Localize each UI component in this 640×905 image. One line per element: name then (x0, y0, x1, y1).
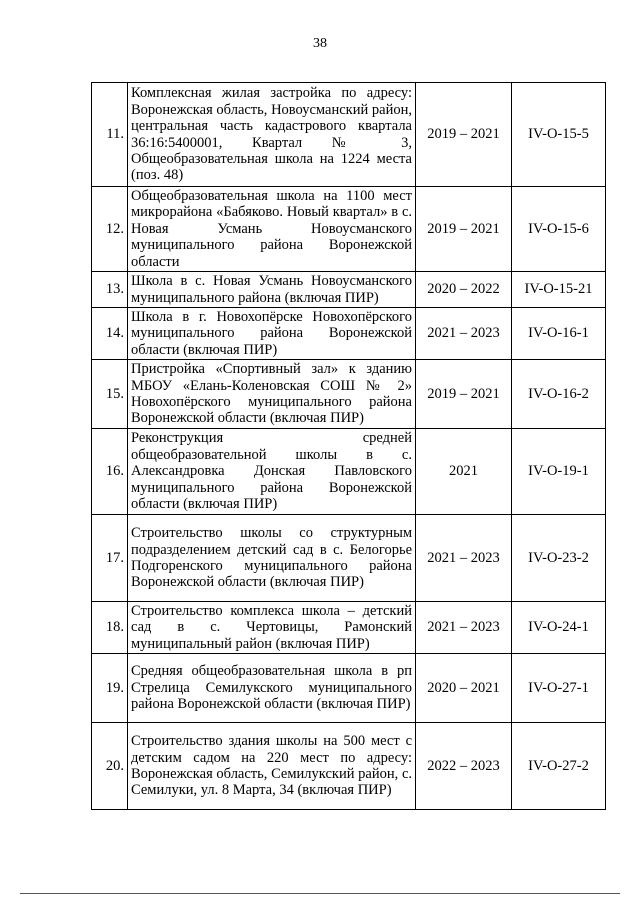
object-code: IV-О-15-5 (512, 83, 606, 187)
table-row (92, 360, 606, 429)
row-number: 15. (92, 360, 128, 429)
table-row (92, 723, 606, 810)
object-code: IV-О-27-2 (512, 723, 606, 810)
row-number: 14. (92, 308, 128, 360)
object-name: Строительство комплекса школа – детский сад в с. Чертовицы, Рамонский муниципальный район (включая ПИР) (128, 602, 416, 654)
implementation-period: 2020 – 2021 (416, 654, 512, 723)
object-code: IV-О-23-2 (512, 515, 606, 602)
table-row (92, 654, 606, 723)
object-code: IV-О-27-1 (512, 654, 606, 723)
table-row (92, 272, 606, 308)
row-number: 12. (92, 187, 128, 272)
object-name: Пристройка «Спортивный зал» к зданию МБОУ «Елань-Коленовская СОШ № 2» Новохопёрского муниципального района Воронежской области (включая ПИР) (128, 360, 416, 429)
object-code: IV-О-15-6 (512, 187, 606, 272)
table-row (92, 602, 606, 654)
implementation-period: 2021 – 2023 (416, 308, 512, 360)
object-code: IV-О-24-1 (512, 602, 606, 654)
object-name: Школа в г. Новохопёрске Новохопёрского муниципального района Воронежской области (включая ПИР) (128, 308, 416, 360)
row-number: 17. (92, 515, 128, 602)
object-code: IV-О-16-1 (512, 308, 606, 360)
row-number: 11. (92, 83, 128, 187)
object-name: Школа в с. Новая Усмань Новоусманского муниципального района (включая ПИР) (128, 272, 416, 308)
object-name: Общеобразовательная школа на 1100 мест микрорайона «Бабяково. Новый квартал» в с. Новая Усмань Новоусманского муниципального района Воронежской области (128, 187, 416, 272)
page-number: 38 (313, 36, 327, 51)
object-code: IV-О-15-21 (512, 272, 606, 308)
object-schedule-table (91, 82, 606, 810)
row-number: 13. (92, 272, 128, 308)
object-code: IV-О-16-2 (512, 360, 606, 429)
implementation-period: 2019 – 2021 (416, 187, 512, 272)
object-name: Строительство школы со структурным подразделением детский сад в с. Белогорье Подгоренского муниципального района Воронежской области (включая ПИР) (128, 515, 416, 602)
implementation-period: 2020 – 2022 (416, 272, 512, 308)
implementation-period: 2022 – 2023 (416, 723, 512, 810)
table-row (92, 83, 606, 187)
implementation-period: 2021 (416, 429, 512, 515)
object-name: Строительство здания школы на 500 мест с детским садом на 220 мест по адресу: Воронежская область, Семилукский район, с. Семилуки, ул. 8 Марта, 34 (включая ПИР) (128, 723, 416, 810)
implementation-period: 2019 – 2021 (416, 360, 512, 429)
object-name: Реконструкция средней общеобразовательной школы в с. Александровка Донская Павловского муниципального района Воронежской области (включая ПИР) (128, 429, 416, 515)
table-row (92, 187, 606, 272)
row-number: 20. (92, 723, 128, 810)
implementation-period: 2021 – 2023 (416, 602, 512, 654)
object-name: Комплексная жилая застройка по адресу: Воронежская область, Новоусманский район, центральная часть кадастрового квартала 36:16:5400001, Квартал № 3, Общеобразовательная школа на 1224 места (поз. 48) (128, 83, 416, 187)
table-row (92, 308, 606, 360)
implementation-period: 2019 – 2021 (416, 83, 512, 187)
table-row (92, 429, 606, 515)
row-number: 19. (92, 654, 128, 723)
footer-divider (20, 893, 620, 894)
object-name: Средняя общеобразовательная школа в рп Стрелица Семилукского муниципального района Воронежской области (включая ПИР) (128, 654, 416, 723)
object-code: IV-О-19-1 (512, 429, 606, 515)
implementation-period: 2021 – 2023 (416, 515, 512, 602)
row-number: 18. (92, 602, 128, 654)
row-number: 16. (92, 429, 128, 515)
table-row (92, 515, 606, 602)
